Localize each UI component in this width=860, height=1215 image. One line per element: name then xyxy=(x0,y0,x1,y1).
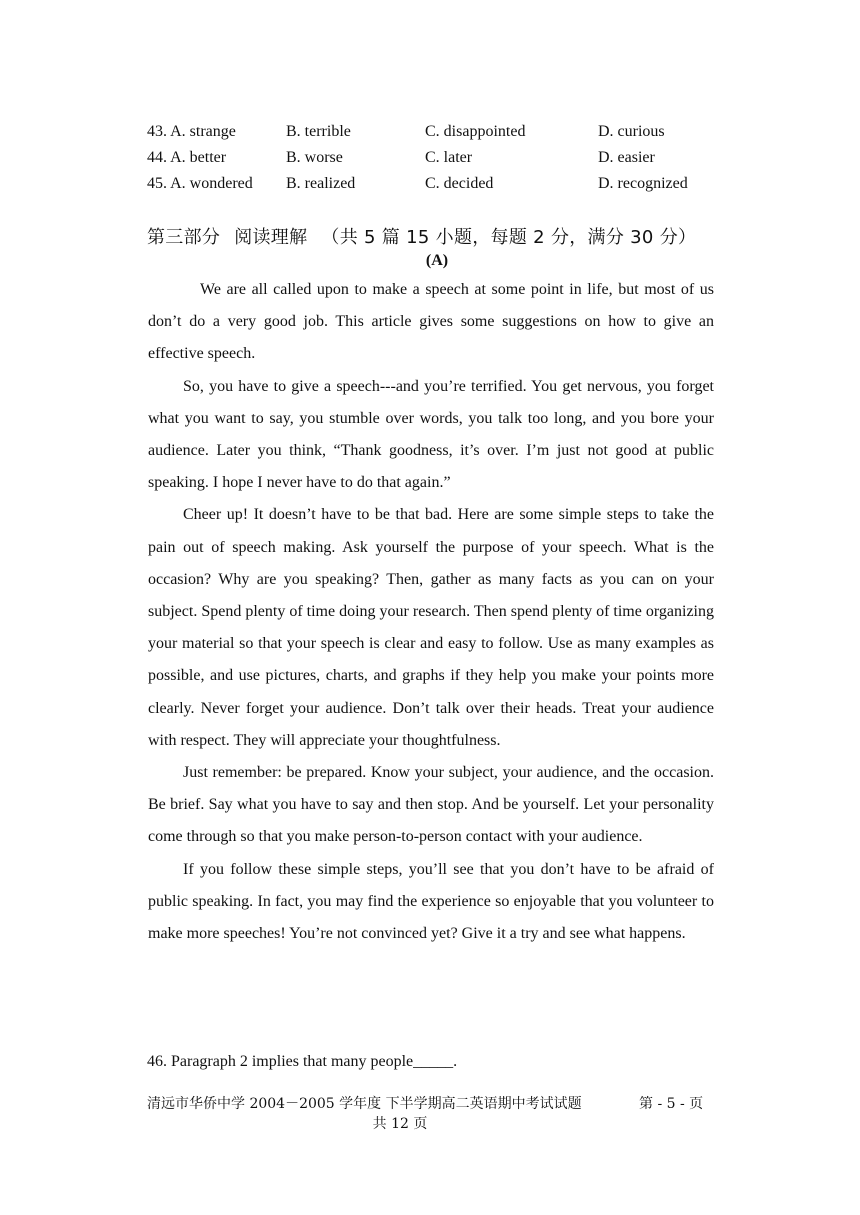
section-part: 第三部分 xyxy=(147,227,221,248)
option-d: D. recognized xyxy=(598,175,688,192)
paragraph-5: If you follow these simple steps, you’ll see that you don’t have to be afraid of public speaking. In fact, you may find the experience so enjoyable that you volunteer to make more speeches! You’re not convinced yet? Give it a try and see what happens. xyxy=(148,860,714,943)
option-row-44 xyxy=(147,147,727,173)
question-46: 46. Paragraph 2 implies that many people_____. xyxy=(147,1053,458,1070)
section-info: （共 5 篇 15 小题，每题 2 分，满分 30 分） xyxy=(321,227,697,248)
option-b: B. worse xyxy=(286,149,343,166)
option-c: C. disappointed xyxy=(425,123,526,140)
option-row-43 xyxy=(147,121,727,147)
section-name: 阅读理解 xyxy=(234,227,308,248)
reading-passage xyxy=(148,274,714,950)
footer-total-pages: 共 12 页 xyxy=(372,1116,428,1132)
option-b: B. realized xyxy=(286,175,356,192)
option-a: 45. A. wondered xyxy=(147,175,253,192)
option-b: B. terrible xyxy=(286,123,351,140)
paragraph-2: So, you have to give a speech---and you’re terrified. You get nervous, you forget what you want to say, you stumble over words, you talk too long, and you bore your audience. Later you think, “Thank goodness, it’s over. I’m just not good at public speaking. I hope I never have to do that again.” xyxy=(148,377,714,492)
footer-page-number: 第 - 5 - 页 xyxy=(639,1096,704,1112)
option-d: D. curious xyxy=(598,123,665,140)
option-d: D. easier xyxy=(598,149,655,166)
section-heading xyxy=(147,223,727,249)
option-c: C. later xyxy=(425,149,473,166)
paragraph-4: Just remember: be prepared. Know your subject, your audience, and the occasion. Be brief. Say what you have to say and then stop. And be yourself. Let your personality come through so that you make person-to-person contact with your audience. xyxy=(148,764,714,846)
passage-label: (A) xyxy=(425,252,449,269)
option-a: 43. A. strange xyxy=(147,123,236,140)
paragraph-1: We are all called upon to make a speech at some point in life, but most of us don’t do a very good job. This article gives some suggestions on how to give an effective speech. xyxy=(148,281,714,363)
answer-options xyxy=(147,121,727,199)
option-c: C. decided xyxy=(425,175,494,192)
option-a: 44. A. better xyxy=(147,149,227,166)
option-row-45 xyxy=(147,173,727,199)
paragraph-3: Cheer up! It doesn’t have to be that bad. Here are some simple steps to take the pain out of speech making. Ask yourself the purpose of your speech. What is the occasion? Why are you speaking? Then, gather as many facts as you can on your subject. Spend plenty of time doing your research. Then spend plenty of time organizing your material so that your speech is clear and easy to follow. Use as many examples as possible, and use pictures, charts, and graphs if they help you make your points more clearly. Never forget your audience. Don’t talk over their heads. Treat your audience with respect. They will appreciate your thoughtfulness. xyxy=(148,506,714,749)
footer-school: 清远市华侨中学 2004－2005 学年度 下半学期高二英语期中考试试题 xyxy=(147,1096,582,1112)
page-footer xyxy=(147,1094,713,1134)
